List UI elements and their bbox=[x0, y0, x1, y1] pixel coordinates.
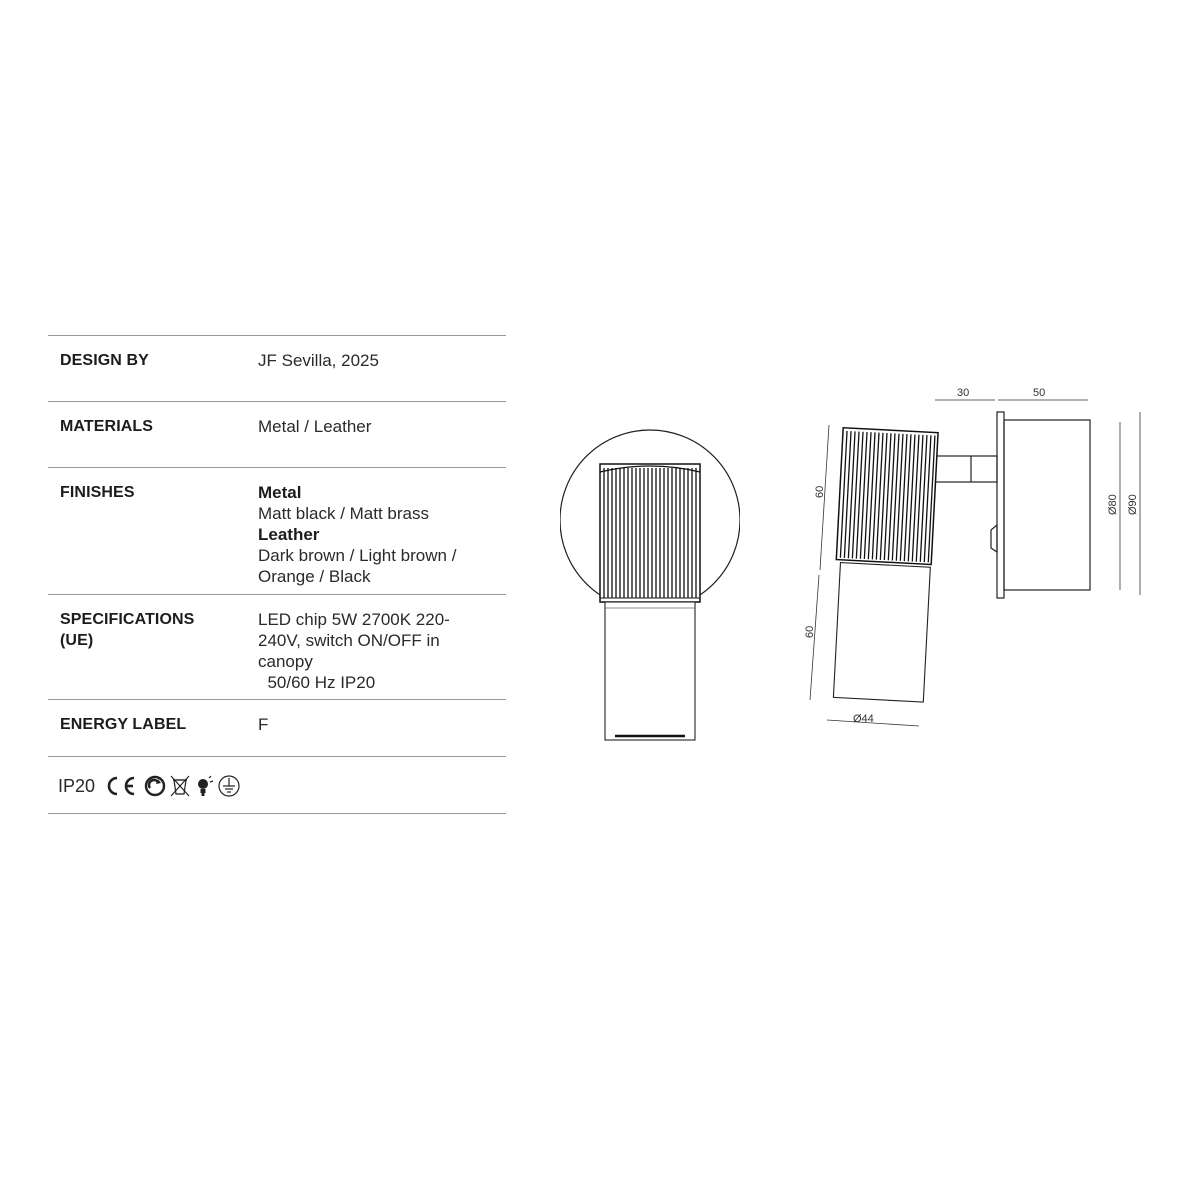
row-design-by bbox=[48, 335, 506, 401]
arm-and-switch bbox=[935, 456, 997, 552]
energy-label-value: F bbox=[258, 715, 269, 734]
specifications-label bbox=[60, 609, 194, 651]
finishes-leather-heading: Leather bbox=[258, 525, 320, 544]
cylinder-body bbox=[605, 602, 695, 740]
ribbed-head-side bbox=[836, 428, 938, 565]
row-energy-label bbox=[48, 699, 506, 756]
finishes-value bbox=[258, 482, 503, 587]
energy-label-label: ENERGY LABEL bbox=[60, 716, 187, 733]
dim-canopy-inner-diameter: Ø80 bbox=[1107, 494, 1119, 515]
ip-rating: IP20 bbox=[58, 775, 96, 796]
dimension-top bbox=[935, 387, 1088, 400]
side-view-drawing bbox=[795, 380, 1155, 740]
design-by-value: JF Sevilla, 2025 bbox=[258, 351, 379, 370]
row-finishes bbox=[48, 467, 506, 594]
materials-value: Metal / Leather bbox=[258, 417, 372, 436]
row-certifications bbox=[48, 756, 506, 814]
spec-table bbox=[48, 335, 506, 814]
specifications-value-3: canopy bbox=[258, 652, 313, 671]
dim-body-length: 60 bbox=[804, 625, 816, 638]
dim-canopy-offset: 30 bbox=[957, 387, 970, 399]
lamp-icon bbox=[198, 776, 213, 796]
dimension-bottom bbox=[827, 713, 919, 726]
ce-mark-icon bbox=[109, 778, 134, 794]
specifications-label-1: SPECIFICATIONS bbox=[60, 611, 195, 628]
front-view-drawing bbox=[560, 420, 740, 750]
finishes-leather-value-1: Dark brown / Light brown / bbox=[258, 546, 457, 565]
row-materials bbox=[48, 401, 506, 467]
dim-canopy-depth: 50 bbox=[1033, 387, 1046, 399]
specifications-value-1: LED chip 5W 2700K 220- bbox=[258, 610, 450, 629]
finishes-leather-value-2: Orange / Black bbox=[258, 567, 371, 586]
ribbed-head bbox=[600, 464, 700, 602]
materials-label: MATERIALS bbox=[60, 418, 154, 435]
ground-icon bbox=[219, 776, 239, 796]
cylinder-body-side bbox=[833, 563, 930, 703]
finishes-label: FINISHES bbox=[60, 484, 135, 501]
certifications bbox=[58, 773, 253, 799]
dim-canopy-outer-diameter: Ø90 bbox=[1127, 494, 1139, 515]
row-specifications bbox=[48, 594, 506, 699]
dimension-left bbox=[810, 425, 829, 700]
canopy-side bbox=[997, 412, 1090, 598]
specifications-value-4: 50/60 Hz IP20 bbox=[258, 673, 376, 692]
certification-icons bbox=[103, 773, 253, 799]
recycle-icon bbox=[146, 777, 164, 795]
finishes-metal-heading: Metal bbox=[258, 483, 302, 502]
dim-body-diameter: Ø44 bbox=[853, 713, 874, 725]
finishes-metal-value: Matt black / Matt brass bbox=[258, 504, 429, 523]
weee-bin-icon bbox=[171, 776, 189, 796]
specifications-label-2: (UE) bbox=[60, 632, 94, 649]
dim-head-length: 60 bbox=[814, 485, 826, 498]
specifications-value bbox=[258, 609, 503, 693]
design-by-label: DESIGN BY bbox=[60, 352, 149, 369]
specifications-value-2: 240V, switch ON/OFF in bbox=[258, 631, 440, 650]
